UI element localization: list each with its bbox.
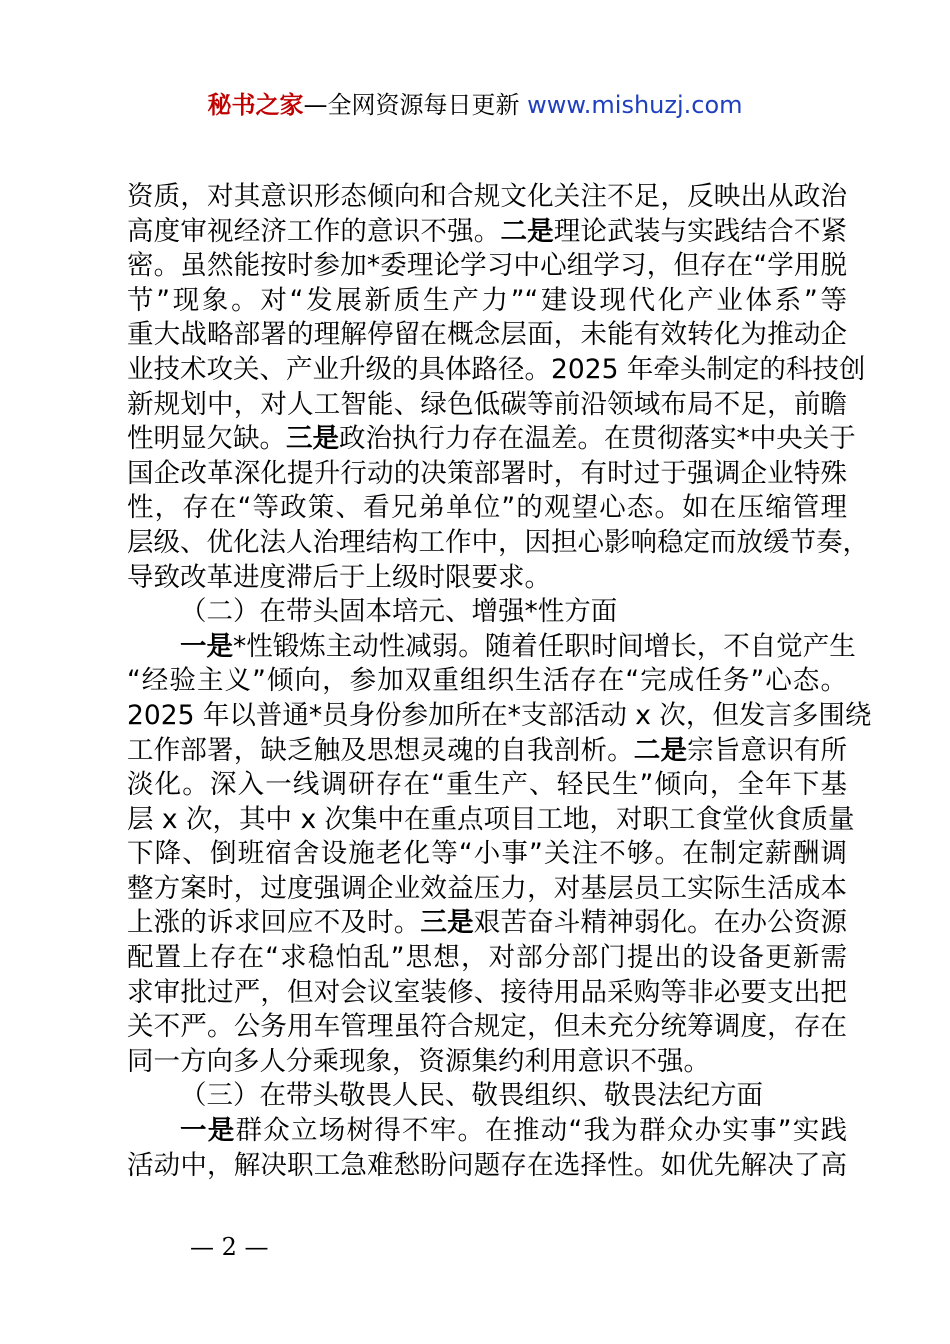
text-line: 关不严。公务用车管理虽符合规定，但未充分统筹调度，存在 [127, 1011, 847, 1043]
text-line: 导致改革进度滞后于上级时限要求。 [127, 561, 551, 593]
text-line: 下降、倒班宿舍设施老化等“小事”关注不够。在制定薪酬调 [127, 838, 847, 870]
text-line: 高度审视经济工作的意识不强。二是理论武装与实践结合不紧 [127, 215, 848, 247]
section-heading: （三）在带头敬畏人民、敬畏组织、敬畏法纪方面 [180, 1080, 763, 1112]
text-line: 新规划中，对人工智能、绿色低碳等前沿领域布局不足，前瞻 [127, 388, 847, 420]
bold-ordinal: 三是 [286, 423, 339, 455]
text-line: “经验主义”倾向，参加双重组织生活存在“完成任务”心态。 [127, 665, 847, 697]
bold-ordinal: 三是 [420, 907, 474, 939]
text-line: 配置上存在“求稳怕乱”思想，对部分部门提出的设备更新需 [127, 942, 847, 974]
document-body [127, 180, 872, 1183]
text-line: 上涨的诉求回应不及时。三是艰苦奋斗精神弱化。在办公资源 [127, 907, 848, 939]
page-header [0, 88, 950, 122]
text-line: 国企改革深化提升行动的决策部署时，有时过于强调企业特殊 [127, 457, 847, 489]
text-line: 一是*性锻炼主动性减弱。随着任职时间增长，不自觉产生 [180, 630, 856, 662]
text-line: 一是群众立场树得不牢。在推动“我为群众办实事”实践 [180, 1115, 848, 1147]
text-line: 资质，对其意识形态倾向和合规文化关注不足，反映出从政治 [127, 181, 847, 212]
text-line: 层 x 次，其中 x 次集中在重点项目工地，对职工食堂伙食质量 [127, 803, 855, 835]
text-line: 工作部署，缺乏触及思想灵魂的自我剖析。二是宗旨意识有所 [127, 734, 848, 766]
text-line: 同一方向多人分乘现象，资源集约利用意识不强。 [127, 1045, 710, 1077]
text-line: 性，存在“等政策、看兄弟单位”的观望心态。如在压缩管理 [127, 492, 847, 524]
text-line: 业技术攻关、产业升级的具体路径。2025 年牵头制定的科技创 [127, 353, 866, 385]
text-line: 性明显欠缺。三是政治执行力存在温差。在贯彻落实*中央关于 [127, 423, 856, 455]
text-line: 节”现象。对“发展新质生产力”“建设现代化产业体系”等 [127, 284, 847, 316]
text-line: 求审批过严，但对会议室装修、接待用品采购等非必要支出把 [127, 976, 847, 1008]
text-line: 重大战略部署的理解停留在概念层面，未能有效转化为推动企 [127, 319, 847, 351]
text-line: 淡化。深入一线调研存在“重生产、轻民生”倾向，全年下基 [127, 769, 847, 801]
text-line: 密。虽然能按时参加*委理论学习中心组学习，但存在“学用脱 [127, 250, 847, 282]
text-line: 2025 年以普通*员身份参加所在*支部活动 x 次，但发言多围绕 [127, 699, 872, 731]
bold-ordinal: 一是 [180, 630, 233, 662]
brand-name: 秘书之家 [207, 91, 304, 119]
section-heading: （二）在带头固本培元、增强*性方面 [180, 596, 618, 628]
text-line: 整方案时，过度强调企业效益压力，对基层员工实际生活成本 [127, 872, 847, 904]
text-line: 活动中，解决职工急难愁盼问题存在选择性。如优先解决了高 [127, 1149, 847, 1181]
header-tagline: —全网资源每日更新 [303, 91, 528, 119]
bold-ordinal: 一是 [180, 1115, 236, 1147]
text-line: 层级、优化法人治理结构工作中，因担心影响稳定而放缓节奏， [127, 526, 869, 558]
bold-ordinal: 二是 [633, 734, 688, 766]
page-number: — 2 — [190, 1233, 269, 1261]
site-url-link[interactable]: www.mishuzj.com [527, 91, 743, 119]
bold-ordinal: 二是 [500, 215, 554, 247]
